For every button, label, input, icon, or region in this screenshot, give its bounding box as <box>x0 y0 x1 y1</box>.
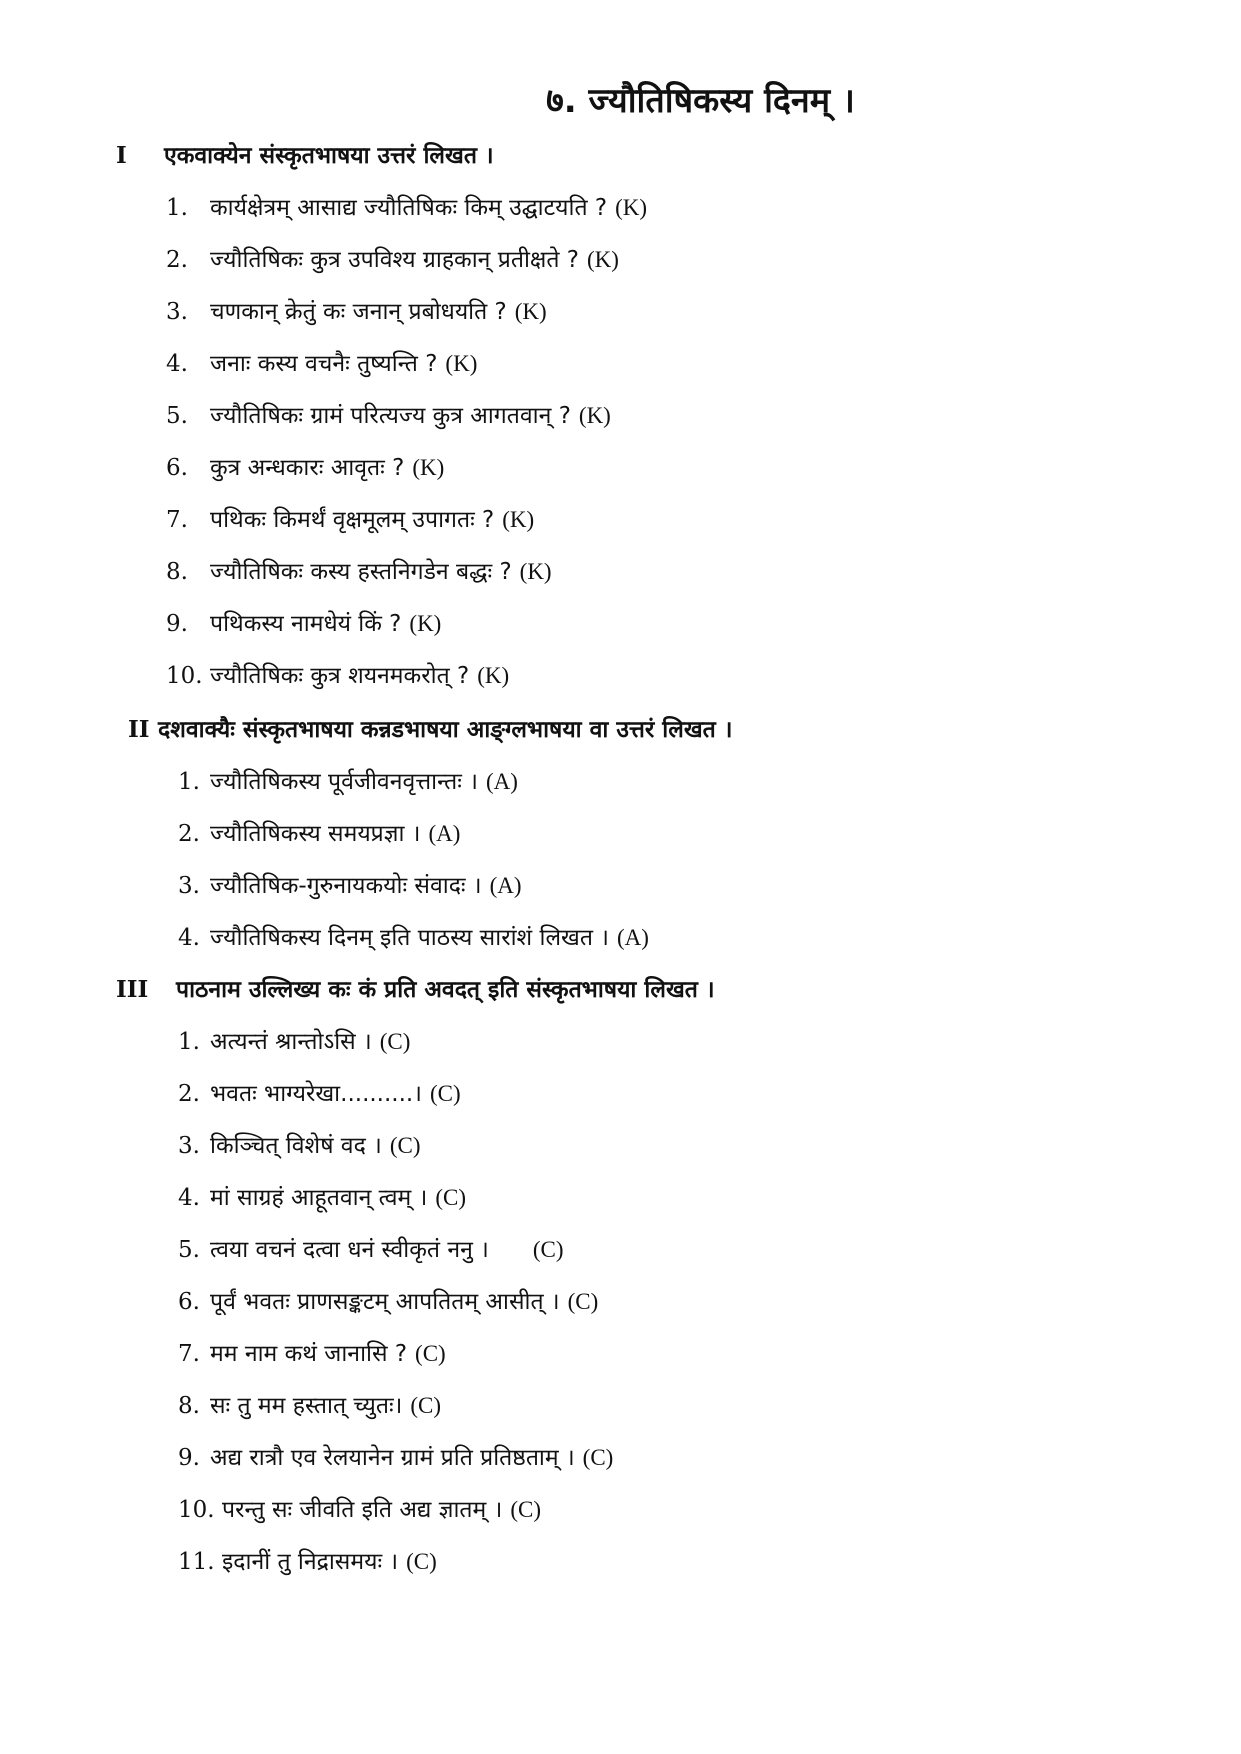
question-1-7 <box>166 502 534 534</box>
question-text: मां साग्रहं आहूतवान् त्वम् । <box>210 1185 428 1211</box>
question-text: ज्यौतिषिकः कस्य हस्तनिगडेन बद्धः ? <box>210 559 512 585</box>
question-3-7 <box>178 1336 446 1368</box>
section-1-numeral: I <box>116 142 127 169</box>
question-tag: (C) <box>410 1393 441 1418</box>
question-text: भवतः भाग्यरेखा..........। <box>210 1081 422 1107</box>
question-tag: (C) <box>415 1341 446 1366</box>
question-text: परन्तु सः जीवति इति अद्य ज्ञातम् । <box>222 1497 503 1523</box>
question-tag: (K) <box>409 611 442 636</box>
question-number: 1. <box>166 195 188 221</box>
question-tag: (C) <box>406 1549 437 1574</box>
question-3-9 <box>178 1440 613 1472</box>
section-3-heading-text: पाठनाम उल्लिख्य कः कं प्रति अवदत् इति संस्कृतभाषया लिखत । <box>176 977 715 1003</box>
question-number: 7. <box>166 507 188 533</box>
question-number: 3. <box>178 1133 200 1159</box>
question-number: 2. <box>178 1081 200 1107</box>
question-number: 5. <box>178 1237 200 1263</box>
question-3-11 <box>178 1544 437 1576</box>
question-text: किञ्चित् विशेषं वद । <box>210 1133 382 1159</box>
question-text: अत्यन्तं श्रान्तोऽसि । <box>210 1029 372 1055</box>
question-tag: (C) <box>389 1133 421 1158</box>
section-3-numeral: III <box>116 976 149 1003</box>
question-1-10 <box>166 658 509 690</box>
question-text: अद्य रात्रौ एव रेलयानेन ग्रामं प्रति प्रतिष्ठताम् । <box>210 1445 575 1471</box>
question-3-4 <box>178 1180 466 1212</box>
question-text: पथिकस्य नामधेयं किं ? <box>210 611 402 637</box>
question-number: 2. <box>166 247 188 273</box>
question-number: 8. <box>178 1393 200 1419</box>
question-number: 3. <box>166 299 188 325</box>
question-tag: (K) <box>578 403 611 428</box>
question-2-2 <box>178 816 460 848</box>
question-text: मम नाम कथं जानासि ? <box>210 1341 408 1367</box>
question-number: 9. <box>166 611 188 637</box>
question-text: ज्यौतिषिकस्य समयप्रज्ञा । <box>210 821 421 847</box>
question-number: 2. <box>178 821 200 847</box>
question-text: कुत्र अन्धकारः आवृतः ? <box>210 455 405 481</box>
question-3-6 <box>178 1284 598 1316</box>
question-number: 6. <box>166 455 188 481</box>
question-tag: (C) <box>567 1289 599 1314</box>
question-tag: (C) <box>582 1445 614 1470</box>
question-number: 4. <box>178 925 200 951</box>
question-1-3 <box>166 294 547 326</box>
question-number: 10. <box>166 663 203 689</box>
question-tag: (A) <box>617 925 649 950</box>
question-tag: (C) <box>379 1029 411 1054</box>
section-2-numeral: II <box>128 716 150 743</box>
question-tag: (C) <box>532 1237 564 1262</box>
question-3-8 <box>178 1388 441 1420</box>
question-tag: (C) <box>510 1497 541 1522</box>
page-title: ७. ज्यौतिषिकस्य दिनम् । <box>546 81 855 121</box>
question-tag: (A) <box>489 873 522 898</box>
question-text: सः तु मम हस्तात् च्युतः। <box>210 1393 403 1419</box>
question-text: ज्यौतिषिक-गुरुनायकयोः संवादः । <box>210 873 482 899</box>
question-tag: (K) <box>412 455 445 480</box>
question-1-6 <box>166 450 444 482</box>
question-number: 1. <box>178 1029 200 1055</box>
question-tag: (C) <box>435 1185 467 1210</box>
question-3-2 <box>178 1076 461 1108</box>
question-number: 1. <box>178 769 200 795</box>
question-3-5 <box>178 1232 564 1264</box>
question-number: 8. <box>166 559 188 585</box>
question-number: 3. <box>178 873 200 899</box>
question-text: ज्यौतिषिकः ग्रामं परित्यज्य कुत्र आगतवान् ? <box>210 403 571 429</box>
question-3-10 <box>178 1492 541 1524</box>
question-tag: (C) <box>429 1081 461 1106</box>
section-2-heading <box>128 712 733 744</box>
question-text: जनाः कस्य वचनैः तुष्यन्ति ? <box>210 351 438 377</box>
question-text: इदानीं तु निद्रासमयः । <box>222 1549 399 1575</box>
question-1-5 <box>166 398 611 430</box>
question-tag: (K) <box>615 195 648 220</box>
section-3-heading <box>116 972 715 1004</box>
question-number: 6. <box>178 1289 200 1315</box>
question-number: 9. <box>178 1445 200 1471</box>
question-text: ज्यौतिषिकः कुत्र उपविश्य ग्राहकान् प्रतीक्षते ? <box>210 247 580 273</box>
question-3-1 <box>178 1024 410 1056</box>
question-1-9 <box>166 606 441 638</box>
question-tag: (A) <box>485 769 518 794</box>
question-text: पूर्वं भवतः प्राणसङ्कटम् आपतितम् आसीत् । <box>210 1289 560 1315</box>
question-1-8 <box>166 554 552 586</box>
section-1-heading <box>116 138 494 170</box>
question-tag: (K) <box>445 351 478 376</box>
question-3-3 <box>178 1128 421 1160</box>
question-number: 10. <box>178 1497 215 1523</box>
question-number: 11. <box>178 1549 215 1575</box>
question-2-1 <box>178 764 518 796</box>
question-text: कार्यक्षेत्रम् आसाद्य ज्यौतिषिकः किम् उद्घाटयति ? <box>210 195 608 221</box>
question-text: ज्यौतिषिकः कुत्र शयनमकरोत् ? <box>210 663 470 689</box>
question-text: चणकान् क्रेतुं कः जनान् प्रबोधयति ? <box>210 299 507 325</box>
question-text: ज्यौतिषिकस्य दिनम् इति पाठस्य सारांशं लिखत । <box>210 925 610 951</box>
question-1-4 <box>166 346 477 378</box>
question-2-4 <box>178 920 649 952</box>
section-1-heading-text: एकवाक्येन संस्कृतभाषया उत्तरं लिखत । <box>164 143 494 169</box>
question-text: ज्यौतिषिकस्य पूर्वजीवनवृत्तान्तः । <box>210 769 478 795</box>
question-1-1 <box>166 190 647 222</box>
question-text: पथिकः किमर्थं वृक्षमूलम् उपागतः ? <box>210 507 495 533</box>
question-1-2 <box>166 242 619 274</box>
question-number: 5. <box>166 403 188 429</box>
section-2-heading-text: दशवाक्यैः संस्कृतभाषया कन्नडभाषया आङ्ग्लभाषया वा उत्तरं लिखत । <box>158 717 733 743</box>
question-tag: (K) <box>502 507 535 532</box>
question-number: 4. <box>166 351 188 377</box>
question-number: 4. <box>178 1185 200 1211</box>
question-tag: (K) <box>519 559 552 584</box>
question-tag: (K) <box>587 247 619 272</box>
question-tag: (K) <box>477 663 510 688</box>
question-2-3 <box>178 868 522 900</box>
question-tag: (A) <box>428 821 461 846</box>
question-number: 7. <box>178 1341 200 1367</box>
question-tag: (K) <box>514 299 547 324</box>
question-text: त्वया वचनं दत्वा धनं स्वीकृतं ननु । <box>210 1237 489 1263</box>
